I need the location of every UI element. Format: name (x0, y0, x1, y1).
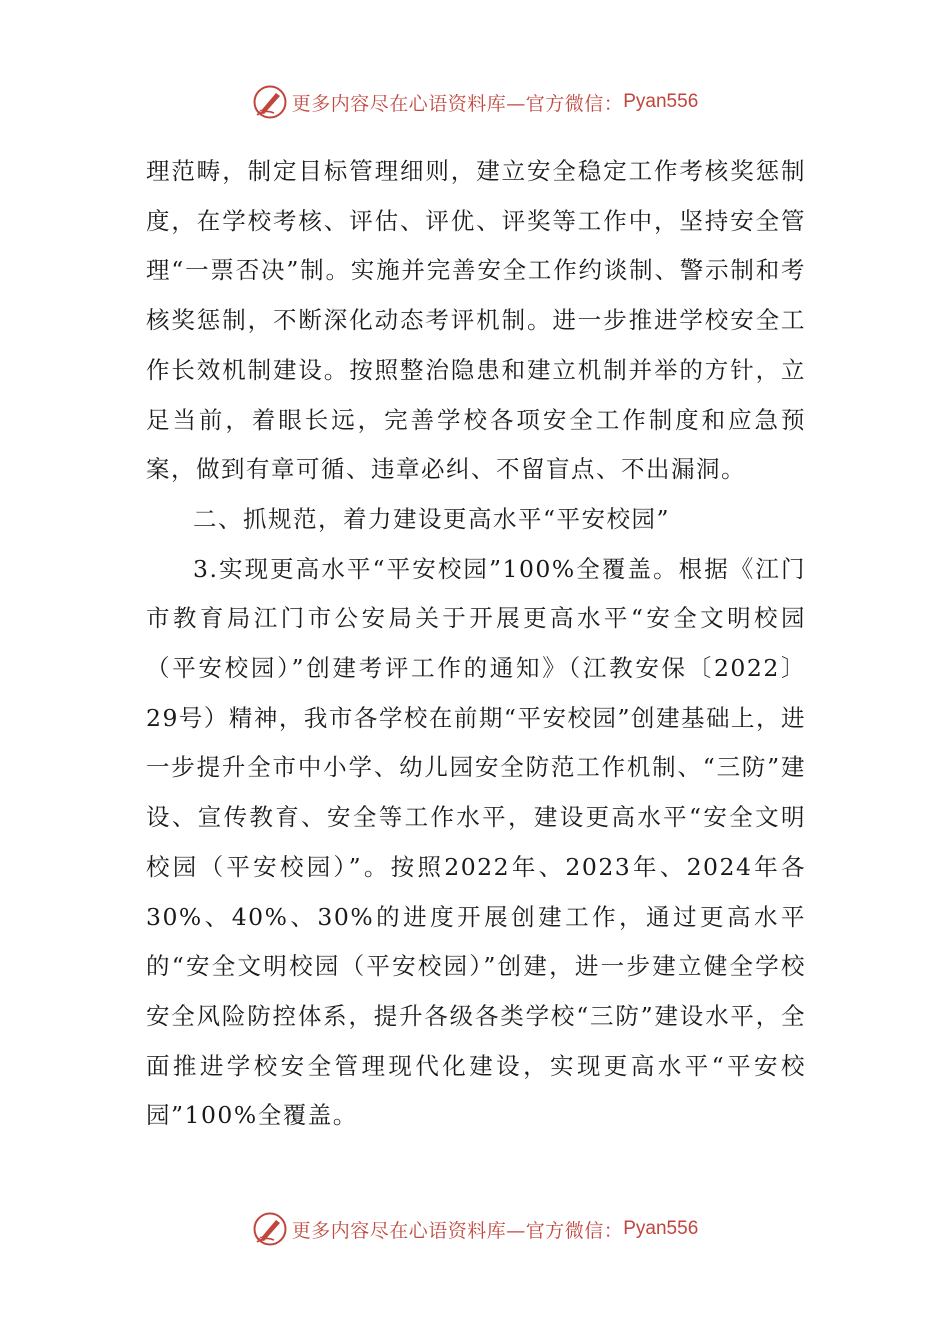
section-heading: 二、抓规范，着力建设更高水平“平安校园” (193, 504, 671, 533)
paragraph-continuation: 理范畴，制定目标管理细则，建立安全稳定工作考核奖惩制度，在学校考核、评估、评优、评奖等工作中，坚持安全管理“一票否决”制。实施并完善安全工作约谈制、警示制和考核奖惩制，不断深化动态考评机制。进一步推进学校安全工作长效机制建设。按照整治隐患和建立机制并举的方针，立足当前，着眼长远，完善学校各项安全工作制度和应急预案，做到有章可循、违章必纠、不留盲点、不出漏洞。 (146, 157, 806, 484)
footer-watermark (0, 1207, 950, 1251)
watermark-wechat-id: Pyan556 (623, 1218, 699, 1239)
paragraph-item-3: 3.实现更高水平“平安校园”100%全覆盖。根据《江门市教育局江门市公安局关于开展更高水平“安全文明校园（平安校园）”创建考评工作的通知》（江教安保〔2022〕29号）精神，我市各学校在前期“平安校园”创建基础上，进一步提升全市中小学、幼儿园安全防范工作机制、“三防”建设、宣传教育、安全等工作水平，建设更高水平“安全文明校园（平安校园）”。按照2022年、2023年、2024年各30%、40%、30%的进度开展创建工作，通过更高水平的“安全文明校园（平安校园）”创建，进一步建立健全学校安全风险防控体系，提升各级各类学校“三防”建设水平，全面推进学校安全管理现代化建设，实现更高水平“平安校园”100%全覆盖。 (146, 554, 806, 1130)
watermark-wechat-id: Pyan556 (623, 91, 699, 112)
pen-nib-circle-icon (252, 1211, 288, 1247)
pen-nib-circle-icon (252, 84, 288, 120)
watermark-text: 更多内容尽在心语资料库—官方微信： (291, 92, 624, 115)
watermark-text: 更多内容尽在心语资料库—官方微信： (291, 1219, 624, 1242)
header-watermark (0, 80, 950, 124)
document-body (146, 147, 806, 1141)
